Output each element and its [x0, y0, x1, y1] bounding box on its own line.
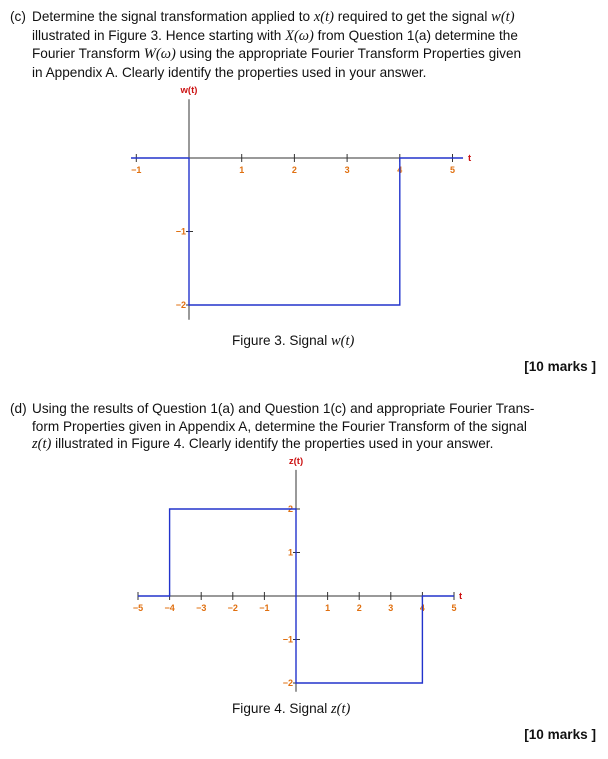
figure-4-y-axis-label: z(t)	[288, 455, 304, 467]
figure-4-x-tick-label: −1	[259, 603, 270, 613]
figure-4-plot	[0, 455, 608, 700]
figure-4-y-tick-label: 1	[287, 547, 293, 558]
figure-4-x-tick-label: 4	[419, 603, 425, 613]
question-part-d	[10, 400, 600, 454]
part-d-line	[32, 435, 600, 454]
figure-3-y-tick-label: −1	[175, 226, 186, 237]
part-c-text: in Appendix A. Clearly identify the properties used in your answer.	[32, 64, 427, 80]
part-c-line	[32, 8, 600, 27]
part-d-text: Using the results of Question 1(a) and Question 1(c) and appropriate Fourier Trans-	[32, 401, 535, 416]
figure-3-caption-math: w(t)	[331, 333, 355, 349]
figure-4-x-tick-label: −5	[132, 603, 144, 613]
part-c-marks: [10 marks ]	[524, 359, 596, 374]
part-c-line	[32, 64, 600, 82]
part-c-math: w(t)	[491, 9, 515, 25]
figure-4-x-tick-label: −4	[164, 603, 175, 613]
figure-4-y-tick-label: −1	[282, 634, 293, 645]
part-d-line	[32, 400, 600, 418]
part-c-text	[32, 8, 600, 81]
part-d-text: illustrated in Figure 4. Clearly identify the properties used in your answer.	[51, 436, 494, 451]
part-c-label: (c)	[10, 9, 26, 24]
part-d-text: form Properties given in Appendix A, determine the Fourier Transform of the signal	[32, 418, 527, 434]
figure-3-x-tick-label: 3	[344, 165, 350, 175]
question-part-c	[10, 8, 600, 81]
part-c-text: Fourier Transform	[32, 46, 144, 61]
figure-3-plot	[0, 85, 608, 430]
part-c-text: required to get the signal	[333, 9, 492, 24]
part-d-label: (d)	[10, 401, 27, 416]
figure-4-x-tick-label: −3	[196, 603, 207, 613]
figure-3-y-tick-label: −2	[175, 300, 186, 310]
figure-4-x-axis-label: t	[459, 591, 463, 602]
part-c-math: W(ω)	[143, 46, 176, 62]
part-c-math: X(ω)	[285, 27, 314, 44]
figure-4-caption-text: Figure 4. Signal	[232, 701, 331, 716]
figure-3-caption-text: Figure 3. Signal	[232, 333, 331, 348]
figure-3-x-tick-label: 5	[449, 165, 456, 175]
part-c-text: illustrated in Figure 3. Hence starting with	[32, 27, 286, 43]
figure-3-x-axis-label: t	[468, 153, 472, 164]
part-c-math: x(t)	[313, 9, 334, 25]
part-d-marks: [10 marks ]	[524, 727, 596, 742]
figure-3-x-tick-label: 1	[239, 165, 245, 175]
part-c-text: Determine the signal transformation applied to	[32, 9, 314, 24]
figure-4-caption-math: z(t)	[331, 701, 351, 717]
figure-3-x-tick-label: 2	[291, 165, 297, 175]
figure-4-x-tick-label: 5	[451, 603, 457, 613]
figure-4-x-tick-label: 2	[356, 603, 362, 613]
figure-4-x-tick-label: −2	[227, 603, 238, 613]
part-c-line	[32, 27, 600, 46]
figure-3-x-tick-label: −1	[131, 165, 142, 175]
figure-3-caption	[232, 333, 354, 350]
part-c-text: using the appropriate Fourier Transform Properties given	[175, 46, 522, 61]
part-c-line	[32, 45, 600, 64]
part-d-line	[32, 418, 600, 436]
figure-4-y-tick-label: −2	[282, 678, 293, 688]
part-c-text: from Question 1(a) determine the	[313, 27, 518, 43]
part-d-math: z(t)	[32, 436, 52, 452]
figure-4-caption	[232, 701, 350, 718]
figure-4-x-tick-label: 3	[388, 603, 394, 613]
figure-4-y-tick-label: 2	[287, 504, 293, 514]
part-d-text	[32, 400, 600, 454]
figure-4-x-tick-label: 1	[325, 603, 331, 613]
figure-3-y-axis-label: w(t)	[180, 85, 198, 97]
figure-3-x-tick-label: 4	[397, 165, 403, 175]
